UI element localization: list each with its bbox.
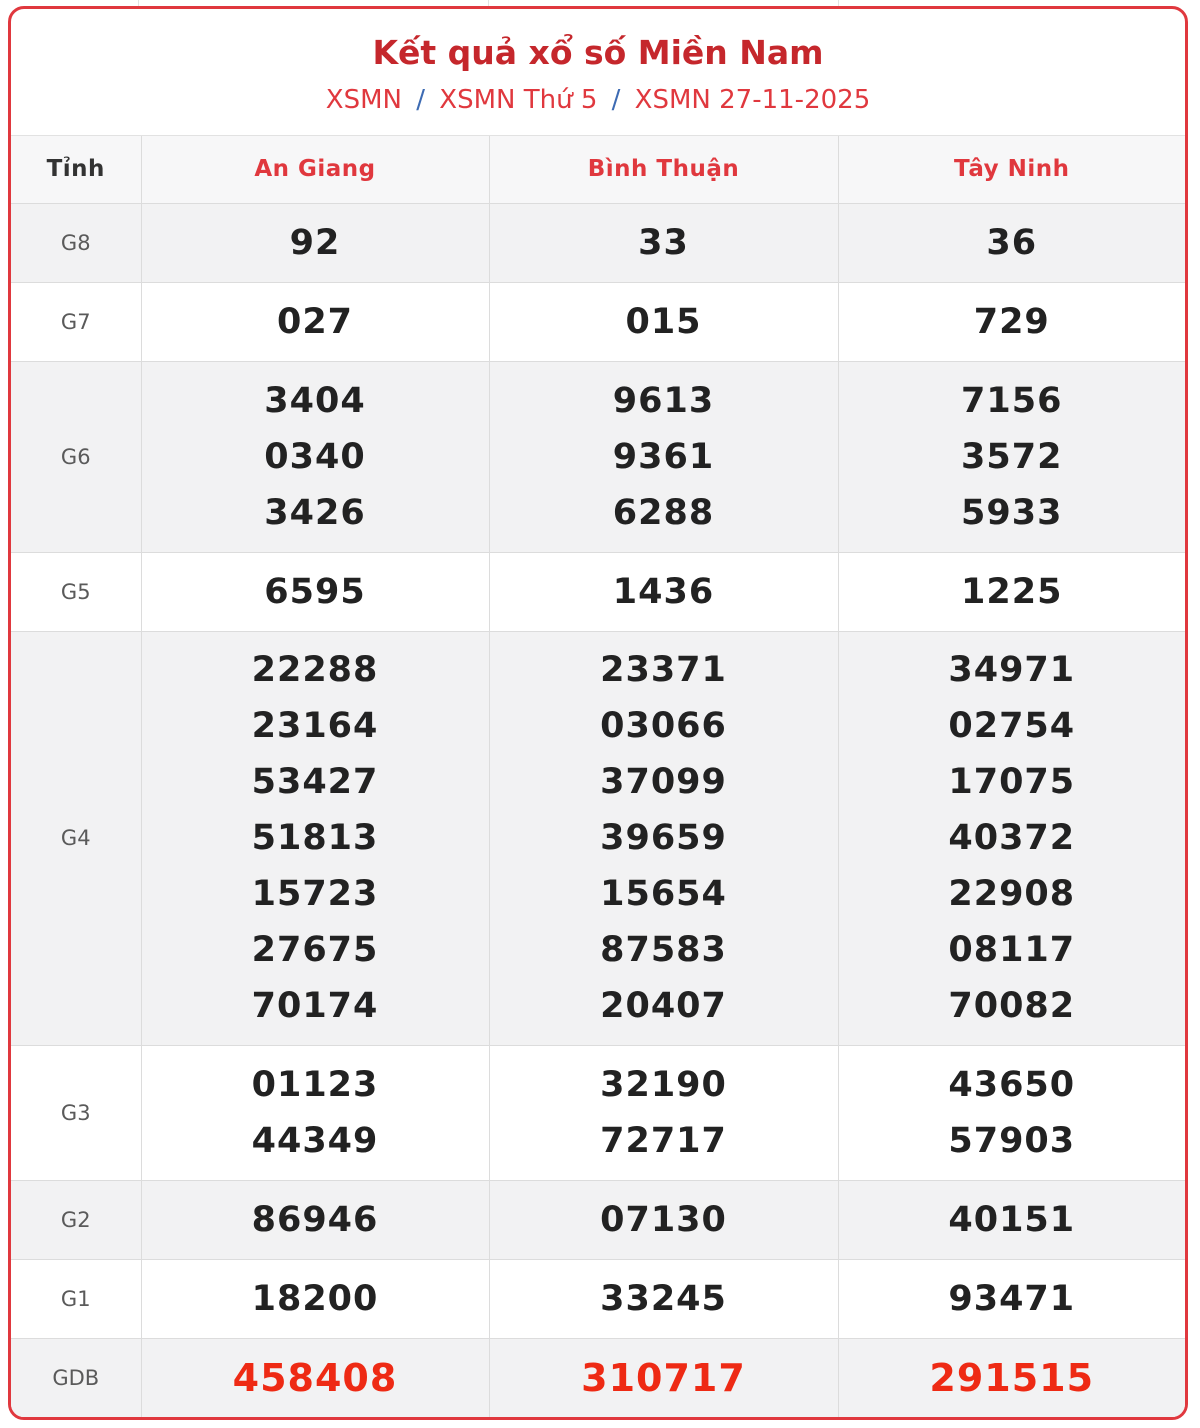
prize-cell bbox=[489, 282, 838, 361]
prize-cell bbox=[838, 1259, 1185, 1338]
prize-cell bbox=[838, 361, 1185, 552]
prize-number: 43650 bbox=[948, 1064, 1076, 1105]
table-row bbox=[11, 1180, 1185, 1259]
results-table bbox=[11, 136, 1185, 1417]
prize-number: 92 bbox=[289, 222, 341, 263]
prize-number: 33 bbox=[638, 222, 689, 263]
prize-number: 17075 bbox=[948, 762, 1076, 802]
prize-number: 15654 bbox=[600, 874, 727, 914]
prize-cell bbox=[141, 282, 489, 361]
prize-number: 3426 bbox=[264, 492, 366, 533]
prize-number: 15723 bbox=[251, 874, 379, 914]
prize-number: 87583 bbox=[600, 930, 727, 970]
prize-cell bbox=[838, 1045, 1185, 1180]
prize-number: 015 bbox=[625, 301, 702, 342]
prize-number: 34971 bbox=[948, 650, 1076, 690]
prize-number: 72717 bbox=[600, 1120, 727, 1161]
prize-cell bbox=[838, 631, 1185, 1045]
table-row bbox=[11, 1338, 1185, 1417]
prize-cell bbox=[489, 1045, 838, 1180]
prize-label: G8 bbox=[11, 203, 141, 282]
table-row bbox=[11, 631, 1185, 1045]
prize-cell bbox=[141, 1045, 489, 1180]
prize-number: 5933 bbox=[961, 492, 1063, 533]
breadcrumb bbox=[11, 84, 1185, 116]
prize-number: 6288 bbox=[612, 492, 715, 533]
prize-cell bbox=[489, 1180, 838, 1259]
prize-cell bbox=[838, 552, 1185, 631]
prize-cell bbox=[141, 361, 489, 552]
results-card bbox=[8, 6, 1188, 1420]
prize-cell bbox=[489, 1259, 838, 1338]
prize-number: 1225 bbox=[961, 571, 1063, 612]
column-header-province[interactable]: Tây Ninh bbox=[838, 136, 1185, 203]
prize-number: 6595 bbox=[264, 571, 366, 612]
column-header-province[interactable]: An Giang bbox=[141, 136, 489, 203]
results-body bbox=[11, 203, 1185, 1417]
prize-label: G6 bbox=[11, 361, 141, 552]
prize-number: 23164 bbox=[251, 706, 379, 746]
prize-cell bbox=[838, 282, 1185, 361]
prize-number: 9361 bbox=[612, 436, 715, 477]
prize-number: 9613 bbox=[612, 380, 715, 421]
prize-cell bbox=[141, 631, 489, 1045]
prize-number: 3572 bbox=[961, 436, 1063, 477]
prize-number: 53427 bbox=[251, 762, 379, 802]
prize-number: 86946 bbox=[251, 1199, 379, 1240]
special-prize-number: 291515 bbox=[929, 1355, 1095, 1400]
prize-number: 40372 bbox=[948, 818, 1076, 858]
prize-label: G1 bbox=[11, 1259, 141, 1338]
prize-number: 01123 bbox=[251, 1064, 379, 1105]
breadcrumb-separator: / bbox=[611, 85, 621, 115]
table-row bbox=[11, 361, 1185, 552]
prize-number: 03066 bbox=[600, 706, 727, 746]
prize-number: 27675 bbox=[251, 930, 379, 970]
prize-cell bbox=[141, 1259, 489, 1338]
table-row bbox=[11, 552, 1185, 631]
prize-cell bbox=[838, 1180, 1185, 1259]
breadcrumb-link-xsmn[interactable]: XSMN bbox=[325, 85, 402, 115]
breadcrumb-link-xsmn-thu-5[interactable]: XSMN Thứ 5 bbox=[439, 85, 598, 115]
prize-number: 08117 bbox=[948, 930, 1076, 970]
prize-number: 37099 bbox=[600, 762, 727, 802]
prize-cell bbox=[489, 631, 838, 1045]
prize-number: 027 bbox=[276, 301, 354, 342]
column-header-province[interactable]: Bình Thuận bbox=[489, 136, 838, 203]
prize-number: 3404 bbox=[264, 380, 366, 421]
prize-cell bbox=[838, 203, 1185, 282]
prize-label: G3 bbox=[11, 1045, 141, 1180]
prize-cell bbox=[141, 203, 489, 282]
prize-number: 22288 bbox=[251, 650, 379, 690]
special-prize-number: 458408 bbox=[232, 1355, 398, 1400]
prize-cell bbox=[489, 203, 838, 282]
breadcrumb-link-xsmn-date[interactable]: XSMN 27-11-2025 bbox=[634, 85, 871, 115]
prize-label: G4 bbox=[11, 631, 141, 1045]
special-prize-number: 310717 bbox=[581, 1355, 746, 1400]
results-header bbox=[11, 9, 1185, 136]
prize-number: 32190 bbox=[600, 1064, 727, 1105]
prize-number: 70082 bbox=[948, 986, 1076, 1026]
prize-number: 39659 bbox=[600, 818, 727, 858]
prize-number: 1436 bbox=[612, 571, 715, 612]
table-row bbox=[11, 1045, 1185, 1180]
column-header-province-label: Tỉnh bbox=[11, 136, 141, 203]
prize-cell bbox=[838, 1338, 1185, 1417]
prize-number: 02754 bbox=[948, 706, 1076, 746]
prize-number: 0340 bbox=[264, 436, 366, 477]
prize-number: 33245 bbox=[600, 1278, 727, 1319]
prize-label: G7 bbox=[11, 282, 141, 361]
prize-label: G2 bbox=[11, 1180, 141, 1259]
page-title: Kết quả xổ số Miền Nam bbox=[372, 33, 824, 72]
prize-number: 36 bbox=[986, 222, 1038, 263]
prize-cell bbox=[141, 552, 489, 631]
prize-number: 44349 bbox=[251, 1120, 379, 1161]
prize-number: 18200 bbox=[251, 1278, 379, 1319]
prize-number: 57903 bbox=[948, 1120, 1076, 1161]
prize-label: G5 bbox=[11, 552, 141, 631]
table-header-row bbox=[11, 136, 1185, 203]
prize-cell bbox=[489, 361, 838, 552]
table-row bbox=[11, 282, 1185, 361]
prize-number: 51813 bbox=[251, 818, 379, 858]
prize-cell bbox=[141, 1338, 489, 1417]
prize-number: 93471 bbox=[948, 1278, 1076, 1319]
table-row bbox=[11, 203, 1185, 282]
prize-number: 40151 bbox=[948, 1199, 1076, 1240]
prize-number: 729 bbox=[973, 301, 1050, 342]
prize-number: 07130 bbox=[600, 1199, 727, 1240]
prize-number: 23371 bbox=[600, 650, 727, 690]
prize-number: 20407 bbox=[600, 986, 727, 1026]
prize-cell bbox=[489, 1338, 838, 1417]
prize-number: 7156 bbox=[961, 380, 1063, 421]
table-row bbox=[11, 1259, 1185, 1338]
prize-cell bbox=[489, 552, 838, 631]
breadcrumb-separator: / bbox=[416, 85, 425, 115]
prize-label: GDB bbox=[11, 1338, 141, 1417]
prize-number: 70174 bbox=[251, 986, 379, 1026]
prize-number: 22908 bbox=[948, 874, 1076, 914]
prize-cell bbox=[141, 1180, 489, 1259]
